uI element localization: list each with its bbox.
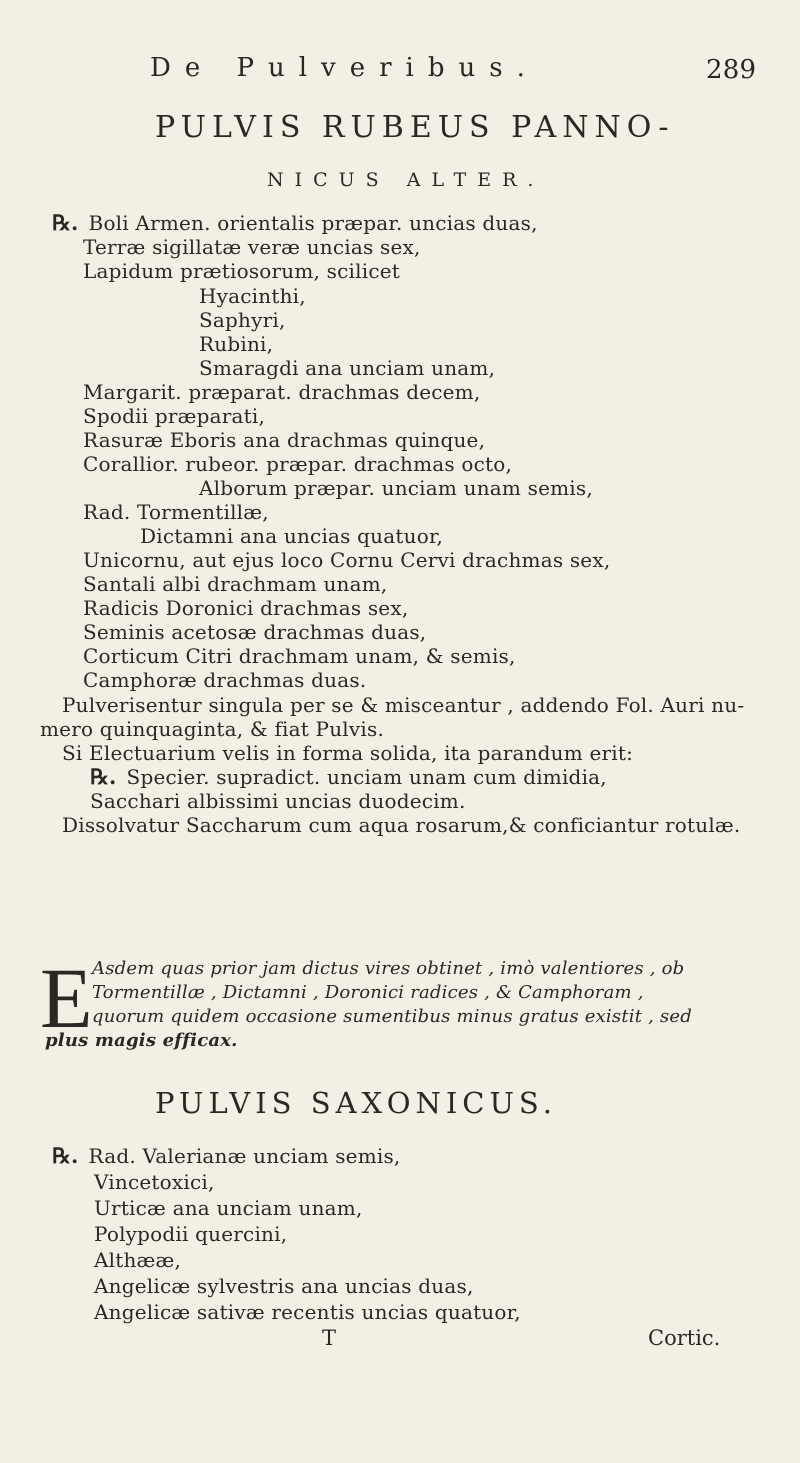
recipe-line	[52, 1144, 400, 1168]
ingredient-line: Rasuræ Eboris ana drachmas quinque,	[83, 428, 486, 452]
ingredient-line: Vincetoxici,	[94, 1170, 215, 1194]
ingredient-line: Terræ sigillatæ veræ uncias sex,	[83, 235, 421, 259]
page-number: 289	[706, 55, 757, 85]
ingredient-line: Corticum Citri drachmam unam, & semis,	[83, 644, 516, 668]
recipe-symbol: ℞.	[52, 210, 79, 235]
ingredient-line: Camphoræ drachmas duas.	[83, 668, 367, 692]
ingredient-line: Rubini,	[199, 332, 274, 356]
ingredient-line: Polypodii quercini,	[94, 1222, 288, 1246]
recipe-symbol: ℞.	[90, 764, 117, 789]
catchword: Cortic.	[648, 1326, 721, 1350]
ingredient-line: Margarit. præparat. drachmas decem,	[83, 380, 481, 404]
recipe-title: PULVIS RUBEUS PANNO-	[155, 110, 675, 145]
recipe-line	[52, 211, 538, 235]
note-line: plus magis efficax.	[45, 1030, 238, 1051]
note-line: Tormentillæ , Dictamni , Doronici radices , & Camphoram ,	[92, 982, 644, 1003]
ingredient-text: Boli Armen. orientalis præpar. uncias duas,	[88, 211, 538, 235]
signature-mark: T	[322, 1326, 337, 1350]
ingredient-line: Corallior. rubeor. præpar. drachmas octo,	[83, 452, 513, 476]
ingredient-line: Sacchari albissimi uncias duodecim.	[90, 789, 466, 813]
instruction-line: Dissolvatur Saccharum cum aqua rosarum,& conficiantur rotulæ.	[62, 813, 741, 837]
ingredient-line: Alborum præpar. unciam unam semis,	[199, 476, 593, 500]
ingredient-text: Specier. supradict. unciam unam cum dimidia,	[126, 765, 607, 789]
ingredient-text: Rad. Valerianæ unciam semis,	[88, 1144, 401, 1168]
ingredient-line: Smaragdi ana unciam unam,	[199, 356, 496, 380]
ingredient-line: Angelicæ sylvestris ana uncias duas,	[94, 1274, 474, 1298]
note-line: Asdem quas prior jam dictus vires obtinet , imò valentiores , ob	[92, 958, 685, 979]
recipe-line	[90, 765, 607, 789]
recipe-title-2: PULVIS SAXONICUS.	[155, 1086, 557, 1120]
ingredient-line: Althææ,	[94, 1248, 182, 1272]
instruction-line: Si Electuarium velis in forma solida, ita parandum erit:	[62, 741, 634, 765]
ingredient-line: Dictamni ana uncias quatuor,	[140, 524, 444, 548]
ingredient-line: Hyacinthi,	[199, 284, 306, 308]
ingredient-line: Angelicæ sativæ recentis uncias quatuor,	[94, 1300, 521, 1324]
ingredient-line: Saphyri,	[199, 308, 286, 332]
recipe-subtitle: NICUS ALTER.	[267, 169, 545, 191]
drop-cap: E	[40, 950, 93, 1046]
recipe-symbol: ℞.	[52, 1143, 79, 1168]
note-line: quorum quidem occasione sumentibus minus gratus existit , sed	[92, 1006, 692, 1027]
ingredient-line: Santali albi drachmam unam,	[83, 572, 388, 596]
ingredient-line: Radicis Doronici drachmas sex,	[83, 596, 409, 620]
instruction-line: mero quinquaginta, & fiat Pulvis.	[40, 717, 385, 741]
ingredient-line: Urticæ ana unciam unam,	[94, 1196, 363, 1220]
ingredient-line: Seminis acetosæ drachmas duas,	[83, 620, 427, 644]
ingredient-line: Spodii præparati,	[83, 404, 266, 428]
ingredient-line: Rad. Tormentillæ,	[83, 500, 269, 524]
ingredient-line: Unicornu, aut ejus loco Cornu Cervi drachmas sex,	[83, 548, 611, 572]
running-head: De Pulveribus.	[150, 53, 539, 83]
instruction-line: Pulverisentur singula per se & misceantur , addendo Fol. Auri nu-	[62, 693, 745, 717]
ingredient-line: Lapidum prætiosorum, scilicet	[83, 259, 401, 283]
